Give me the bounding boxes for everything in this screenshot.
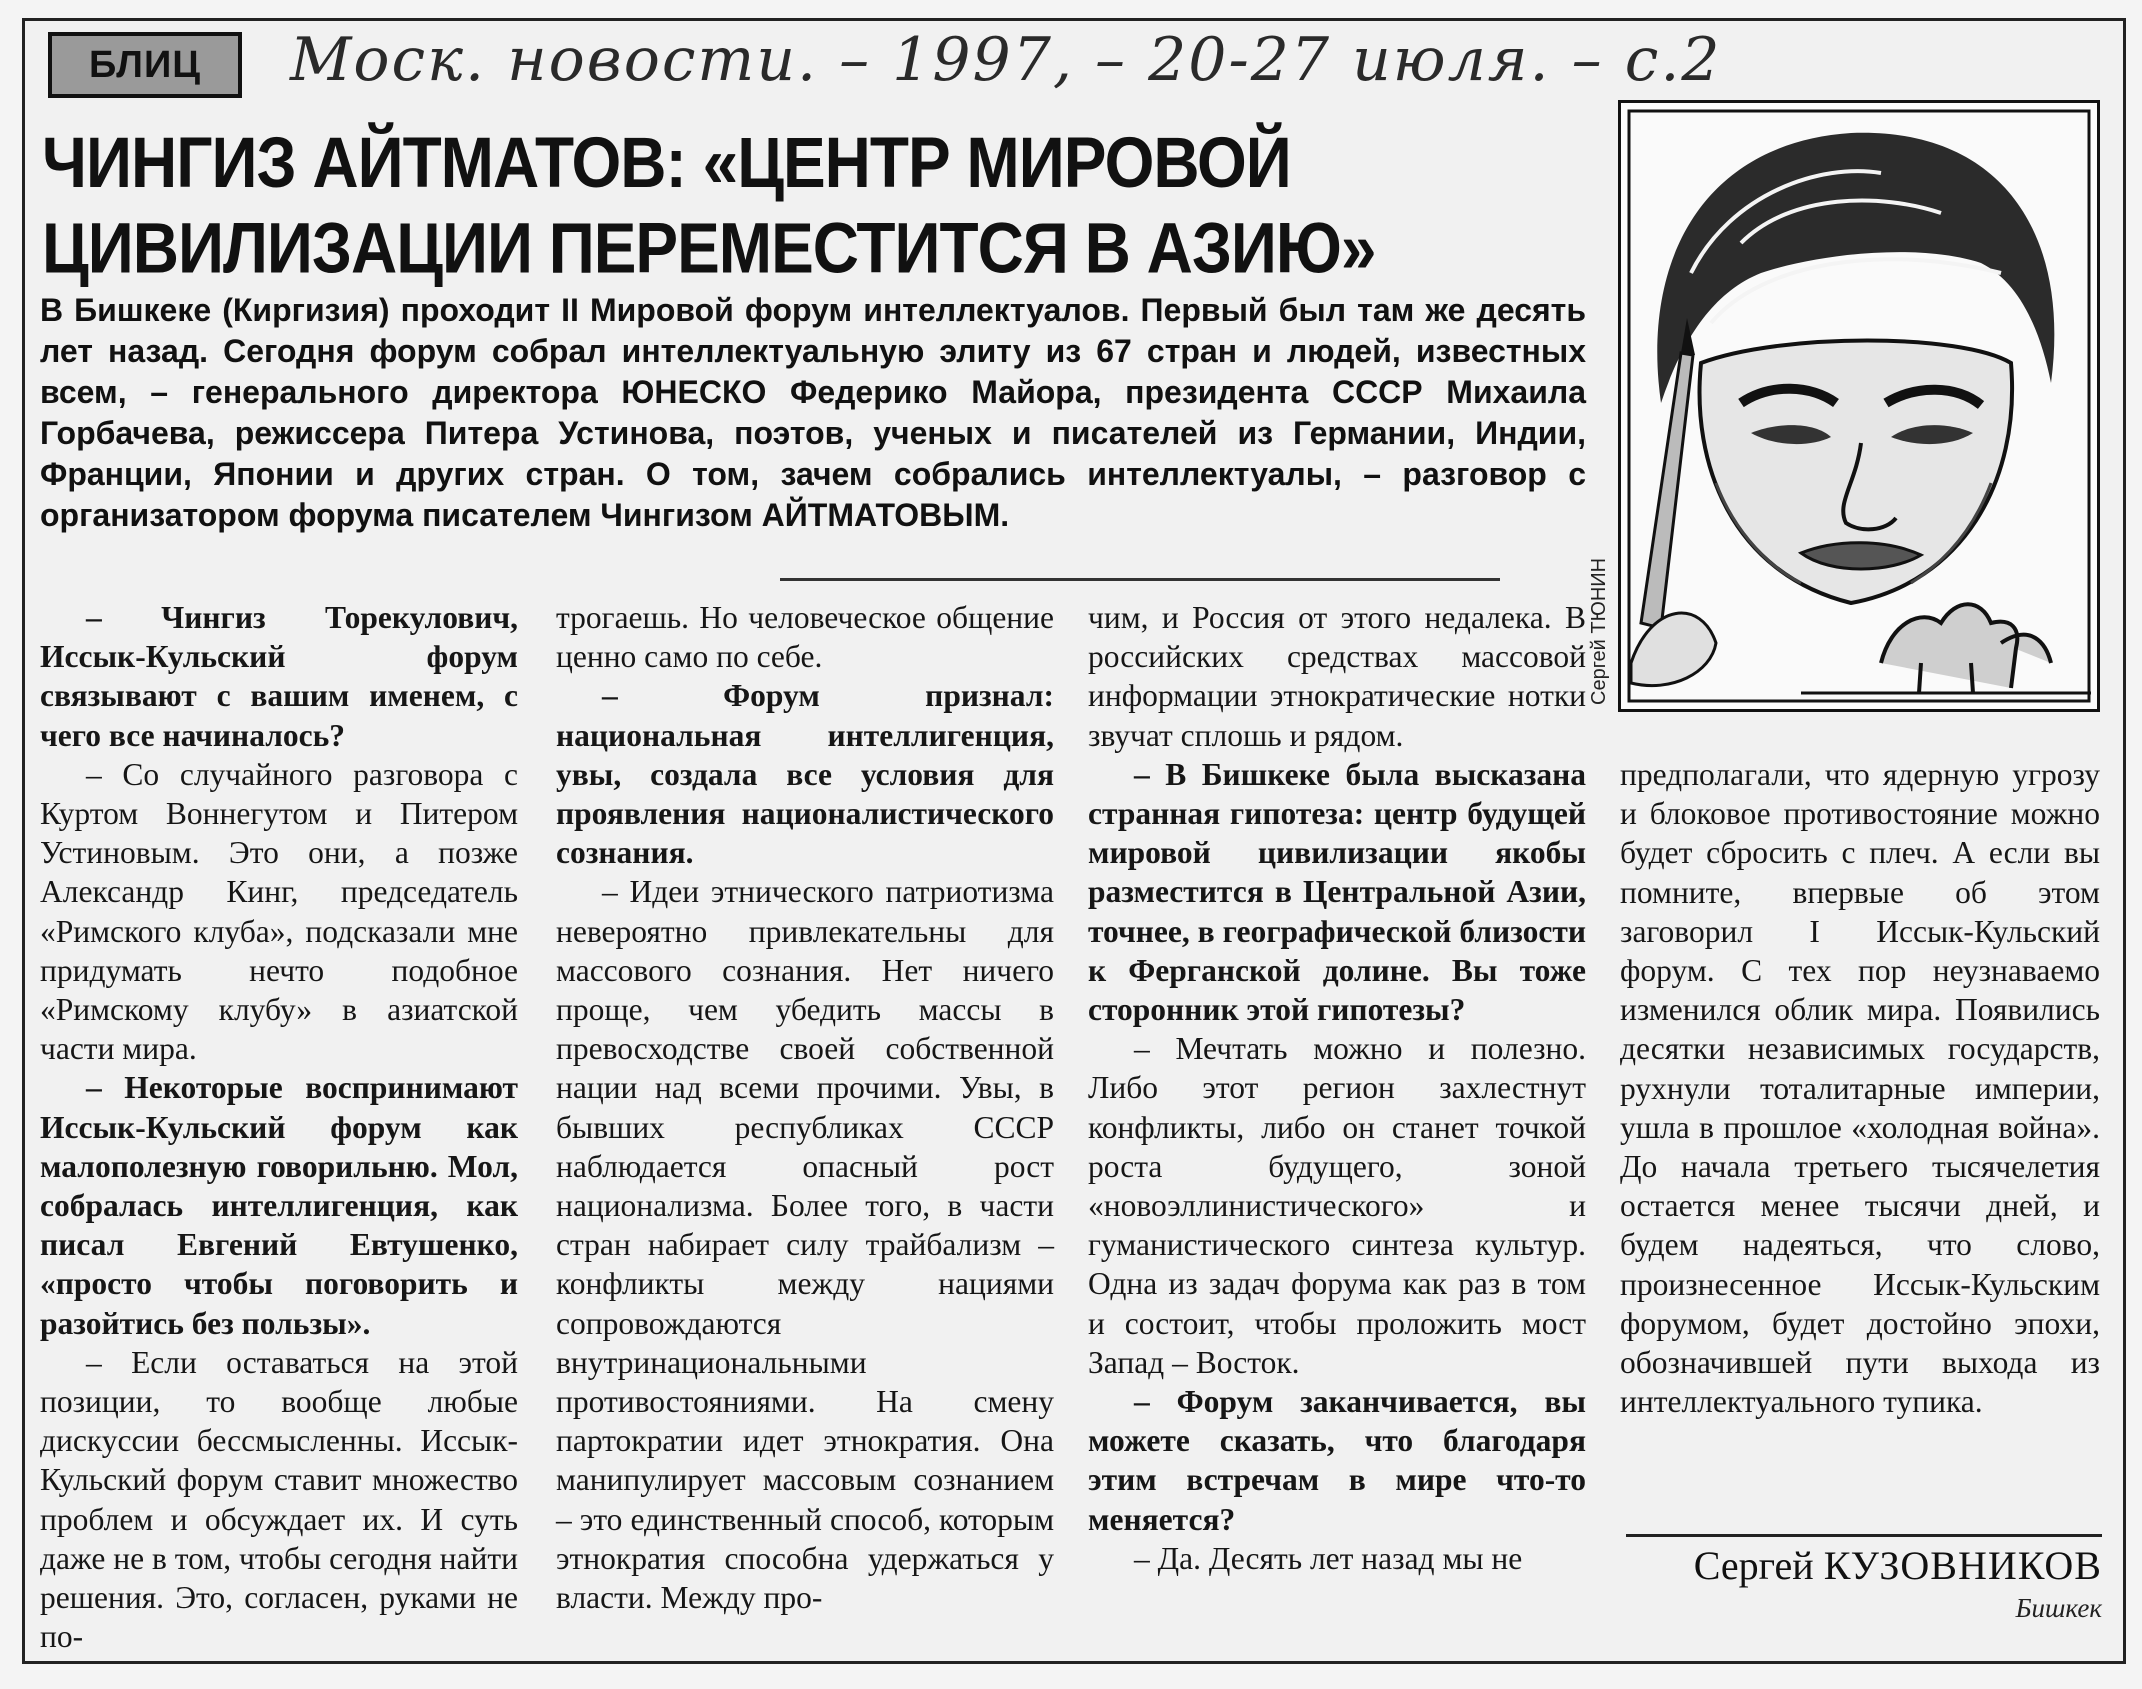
interview-answer: – Если оставаться на этой позиции, то вообще любые дискуссии бессмысленны. Иссык-Кульский форум ставит множество проблем и обсуждает их. И суть даже не в том, чтобы сегодня найти решения. Это, согласен, руками не по-: [40, 1344, 518, 1655]
interview-answer: – Мечтать можно и полезно. Либо этот регион захлестнут конфликты, либо он станет точкой роста будущего, зоной «новоэллинистического» и гуманистического синтеза культур. Одна из задач форума как раз в том и состоит, чтобы проложить мост Запад – Восток.: [1088, 1031, 1586, 1380]
article-lead: В Бишкеке (Киргизия) проходит II Мировой форум интеллектуалов. Первый был там же десять лет назад. Сегодня форум собрал интеллектуальную элиту из 67 стран и людей, известных всем, – генерального директора ЮНЕСКО Федерико Майора, президента СССР Михаила Горбачева, режиссера Питера Устинова, поэтов, ученых и писателей из Германии, Индии, Франции, Японии и других стран. О том, зачем собрались интеллектуалы, – разговор с организатором форума писателем Чингизом АЙТМАТОВЫМ.: [40, 292, 1586, 533]
article-column-4: [1620, 755, 2100, 1421]
rubric-label: БЛИЦ: [48, 32, 242, 98]
caricature-portrait: [1618, 100, 2100, 712]
interview-answer-continued: предполагали, что ядерную угрозу и блоковое противостояние можно будет сбросить с плеч. А если вы помните, впервые об этом заговорил I Иссык-Кульский форум. С тех пор неузнаваемо изменился облик мира. Появились десятки независимых государств, рухнули тоталитарные империи, ушла в прошлое «холодная война». До начала третьего тысячелетия остается менее тысячи дней, и будем надеяться, что слово, произнесенное Иссык-Кульским форумом, будет достойно эпохи, обозначившей пути выхода из интеллектуального тупика.: [1620, 757, 2100, 1420]
article-column-2: [556, 598, 1054, 1617]
interview-answer: – Со случайного разговора с Куртом Воннегутом и Питером Устиновым. Это они, а позже Александр Кинг, председатель «Римского клуба», подсказали мне придумать нечто подобное «Римскому клубу» в азиатской части мира.: [40, 756, 518, 1067]
article-column-1: [40, 598, 518, 1656]
author-byline: [1626, 1542, 2102, 1590]
byline-rule: [1626, 1534, 2102, 1537]
article-column-3: [1088, 598, 1586, 1578]
interview-question: – Форум признал: национальная интеллигенция, увы, создала все условия для проявления националистического сознания.: [556, 678, 1054, 871]
interview-answer-continued: трогаешь. Но человеческое общение ценно само по себе.: [556, 600, 1054, 675]
interview-question: – В Бишкеке была высказана странная гипотеза: центр будущей мировой цивилизации якобы разместится в Центральной Азии, точнее, в географической близости к Ферганской долине. Вы тоже сторонник этой гипотезы?: [1088, 756, 1586, 1028]
dateline-place: Бишкек: [2015, 1593, 2102, 1623]
author-first-name: Сергей: [1693, 1543, 1814, 1588]
lead-underline: [780, 578, 1500, 581]
article-headline: ЧИНГИЗ АЙТМАТОВ: «ЦЕНТР МИРОВОЙ ЦИВИЛИЗАЦИИ ПЕРЕМЕСТИТСЯ В АЗИЮ»: [42, 122, 1376, 288]
caricature-drawing: [1621, 103, 2097, 709]
illustration-credit: Сергей ТЮНИН: [1588, 557, 1610, 705]
interview-question: – Некоторые воспринимают Иссык-Кульский форум как малополезную говорильню. Мол, собралась интеллигенция, как писал Евгений Евтушенко, «просто чтобы поговорить и разойтись без пользы».: [40, 1070, 518, 1341]
interview-answer-continued: чим, и Россия от этого недалека. В российских средствах массовой информации этнократические нотки звучат сплошь и рядом.: [1088, 600, 1586, 753]
handwritten-source-note: Моск. новости. – 1997, – 20-27 июля. – с.2: [290, 25, 1722, 95]
interview-question: – Чингиз Торекулович, Иссык-Кульский форум связывают с вашим именем, с чего все начиналось?: [40, 600, 518, 753]
interview-answer: – Да. Десять лет назад мы не: [1134, 1540, 1523, 1576]
interview-answer: – Идеи этнического патриотизма невероятно привлекательны для массового сознания. Нет ничего проще, чем убедить массы в превосходстве своей собственной нации над всеми прочими. Увы, в бывших республиках СССР наблюдается опасный рост национализма. Более того, в части стран набирает силу трайбализм – конфликты между нациями сопровождаются внутринациональными противостояниями. На смену партократии идет этнократия. Она манипулирует массовым сознанием – это единственный способ, которым этнократия способна удержаться у власти. Между про-: [556, 874, 1054, 1616]
author-surname: КУЗОВНИКОВ: [1823, 1543, 2102, 1588]
interview-question: – Форум заканчивается, вы можете сказать, что благодаря этим встречам в мире что-то меняется?: [1088, 1384, 1586, 1537]
